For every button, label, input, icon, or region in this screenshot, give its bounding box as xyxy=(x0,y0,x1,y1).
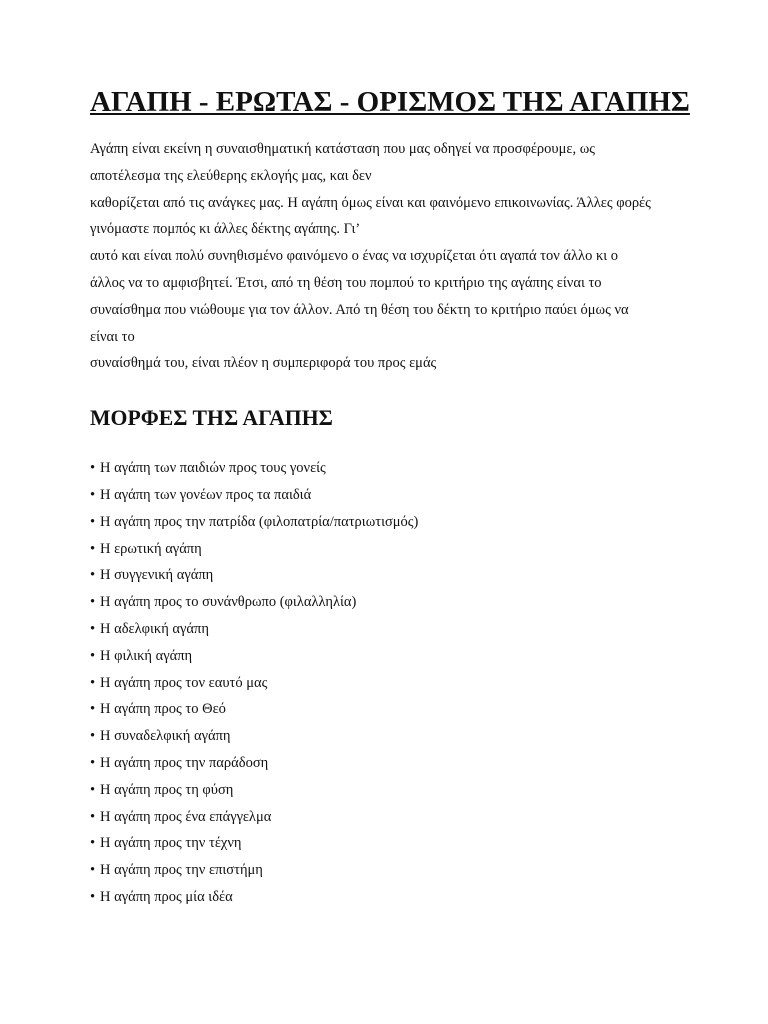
list-item xyxy=(90,643,690,670)
list-item xyxy=(90,723,690,750)
list-item-text: Η αγάπη προς την παράδοση xyxy=(100,754,269,771)
list-item xyxy=(90,750,690,777)
list-item-text: Η αγάπη προς την πατρίδα (φιλοπατρία/πατριωτισμός) xyxy=(100,513,419,530)
list-item xyxy=(90,589,690,616)
list-item xyxy=(90,777,690,804)
list-item-text: Η αγάπη των παιδιών προς τους γονείς xyxy=(100,460,326,477)
list-item-text: Η αγάπη προς την επιστήμη xyxy=(100,862,263,879)
list-item xyxy=(90,670,690,697)
bullet-icon: • xyxy=(90,835,96,852)
bullet-icon: • xyxy=(90,674,96,691)
list-item-text: Η αγάπη των γονέων προς τα παιδιά xyxy=(100,486,312,503)
list-item xyxy=(90,830,690,857)
definition-paragraph xyxy=(90,136,690,377)
paragraph-line: καθορίζεται από τις ανάγκες μας. Η αγάπη όμως είναι και φαινόμενο επικοινωνίας. Άλλες φορές xyxy=(90,194,651,211)
list-item xyxy=(90,482,690,509)
paragraph-line: συναίσθημα που νιώθουμε για τον άλλον. Από τη θέση του δέκτη το κριτήριο παύει όμως να xyxy=(90,301,629,318)
paragraph-line: συναίσθημά του, είναι πλέον η συμπεριφορά του προς εμάς xyxy=(90,355,437,372)
section-heading: ΜΟΡΦΕΣ ΤΗΣ ΑΓΑΠΗΣ xyxy=(90,406,333,431)
list-item-text: Η αγάπη προς τη φύση xyxy=(100,781,234,798)
paragraph-line: γινόμαστε πομπός κι άλλες δέκτης αγάπης. Γι’ xyxy=(90,221,361,238)
list-item xyxy=(90,562,690,589)
list-item xyxy=(90,509,690,536)
paragraph-line: αυτό και είναι πολύ συνηθισμένο φαινόμενο ο ένας να ισχυρίζεται ότι αγαπά τον άλλο κι ο xyxy=(90,248,619,265)
list-item-text: Η συναδελφική αγάπη xyxy=(100,728,231,745)
document-title: ΑΓΑΠΗ - ΕΡΩΤΑΣ - ΟΡΙΣΜΟΣ ΤΗΣ ΑΓΑΠΗΣ xyxy=(90,86,690,118)
list-item-text: Η αγάπη προς το συνάνθρωπο (φιλαλληλία) xyxy=(100,594,357,611)
list-item-text: Η αγάπη προς το Θεό xyxy=(100,701,226,718)
bullet-icon: • xyxy=(90,754,96,771)
paragraph-line: άλλος να το αμφισβητεί. Έτσι, από τη θέση του πομπού το κριτήριο της αγάπης είναι το xyxy=(90,274,602,291)
list-item-text: Η αγάπη προς μία ιδέα xyxy=(100,888,233,905)
list-item-text: Η συγγενική αγάπη xyxy=(100,567,214,584)
paragraph-line: αποτέλεσμα της ελεύθερης εκλογής μας, και δεν xyxy=(90,167,372,184)
list-item xyxy=(90,804,690,831)
paragraph-line: είναι το xyxy=(90,328,135,345)
list-item-text: Η αδελφική αγάπη xyxy=(100,620,209,637)
list-item-text: Η φιλική αγάπη xyxy=(100,647,193,664)
bullet-icon: • xyxy=(90,567,96,584)
bullet-icon: • xyxy=(90,540,96,557)
list-item xyxy=(90,536,690,563)
bullet-icon: • xyxy=(90,728,96,745)
document-page xyxy=(90,86,690,911)
bullet-icon: • xyxy=(90,781,96,798)
bullet-icon: • xyxy=(90,486,96,503)
bullet-icon: • xyxy=(90,647,96,664)
bullet-icon: • xyxy=(90,594,96,611)
list-item-text: Η αγάπη προς ένα επάγγελμα xyxy=(100,808,272,825)
list-item-text: Η αγάπη προς την τέχνη xyxy=(100,835,242,852)
list-item xyxy=(90,884,690,911)
list-item xyxy=(90,616,690,643)
bullet-icon: • xyxy=(90,460,96,477)
bullet-icon: • xyxy=(90,620,96,637)
bullet-icon: • xyxy=(90,513,96,530)
list-item-text: Η ερωτική αγάπη xyxy=(100,540,202,557)
bullet-icon: • xyxy=(90,808,96,825)
list-item xyxy=(90,696,690,723)
bullet-icon: • xyxy=(90,701,96,718)
list-item xyxy=(90,455,690,482)
bullet-icon: • xyxy=(90,862,96,879)
paragraph-line: Αγάπη είναι εκείνη η συναισθηματική κατάσταση που μας οδηγεί να προσφέρουμε, ως xyxy=(90,141,595,157)
forms-of-love-list xyxy=(90,455,690,911)
list-item-text: Η αγάπη προς τον εαυτό μας xyxy=(100,674,268,691)
bullet-icon: • xyxy=(90,888,96,905)
list-item xyxy=(90,857,690,884)
